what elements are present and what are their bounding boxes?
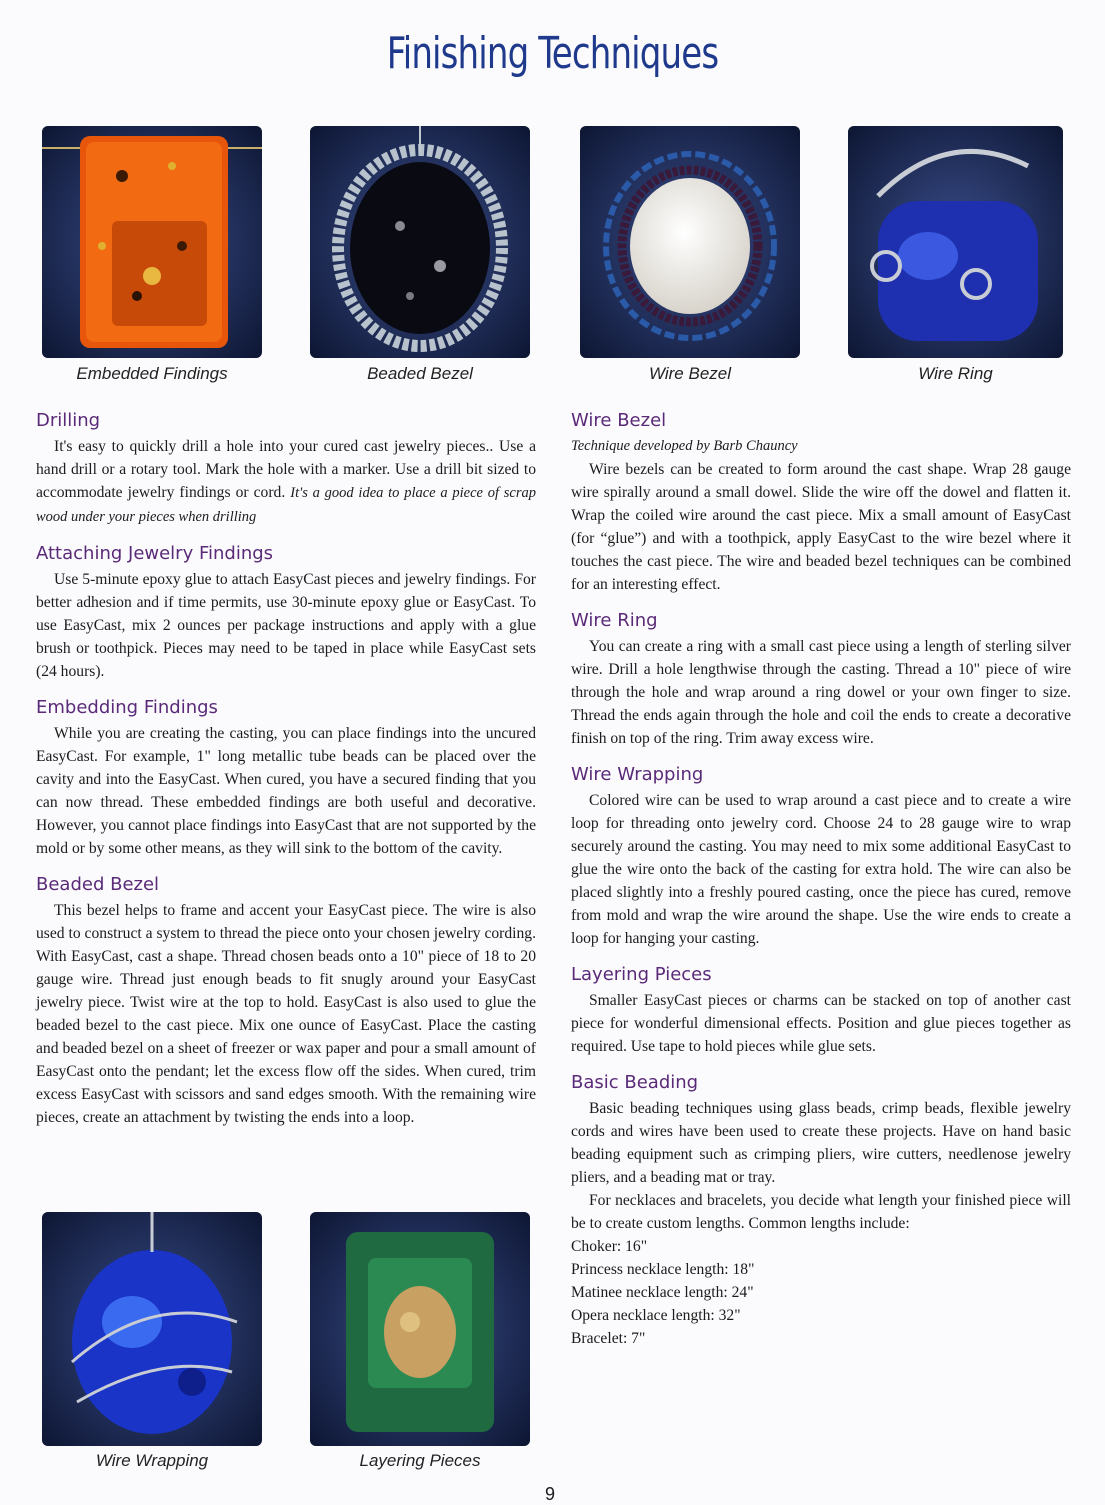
embedding-text: While you are creating the casting, you can place findings into the uncured EasyCast. For example, 1" long metallic tube beads can be placed over the cavity and into the EasyCast. When cured, you have a secured finding that you can now thread. These embedded findings are both useful and decorative. However, you cannot place findings into EasyCast that are not supported by the mold or by some other means, as they will sink to the bottom of the cavity. xyxy=(36,725,536,857)
section-wire-bezel xyxy=(571,410,1071,596)
section-attaching xyxy=(36,543,536,683)
attaching-text: Use 5-minute epoxy glue to attach EasyCast pieces and jewelry findings. For better adhesion and if time permits, use 30-minute epoxy glue or EasyCast. To use EasyCast, mix 2 ounces per package instructions and apply with a glue brush or toothpick. Pieces may need to be taped in place while EasyCast sets (24 hours). xyxy=(36,571,536,680)
page-number: 9 xyxy=(545,1484,556,1504)
caption-embedded-findings: Embedded Findings xyxy=(76,364,228,383)
length-item: Bracelet: 7" xyxy=(571,1330,646,1347)
section-layering xyxy=(571,964,1071,1058)
layering-text: Smaller EasyCast pieces or charms can be stacked on top of another cast piece for wonderful dimensional effects. Position and glue pieces together as required. Use tape to hold pieces while glue sets. xyxy=(571,992,1071,1055)
heading-wire-wrapping: Wire Wrapping xyxy=(571,764,704,785)
wire-wrapping-photo xyxy=(42,1212,262,1446)
beaded-bezel-text: This bezel helps to frame and accent your EasyCast piece. The wire is also used to construct a system to thread the piece onto your chosen jewelry cording. With EasyCast, cast a shape. Thread chosen beads onto a 10" piece of 18 to 20 gauge wire. Thread just enough beads to fit snugly around your EasyCast jewelry piece. Twist wire at the top to hold. EasyCast is also used to glue the beaded bezel to the cast piece. Mix one ounce of EasyCast. Place the casting and beaded bezel on a sheet of freezer or wax paper and pour a small amount of EasyCast onto the pendant; let the excess flow off the sides. When cured, trim excess EasyCast with scissors and sand edges smooth. With the remaining wire pieces, create an attachment by twisting the ends into a loop. xyxy=(36,902,536,1126)
heading-embedding: Embedding Findings xyxy=(36,697,218,718)
right-column xyxy=(571,410,1071,1364)
wire-bezel-photo xyxy=(580,126,800,358)
caption-beaded-bezel: Beaded Bezel xyxy=(367,364,473,383)
embedded-findings-photo xyxy=(42,126,262,358)
length-item: Choker: 16" xyxy=(571,1238,648,1255)
beaded-bezel-photo xyxy=(310,126,530,358)
length-item: Matinee necklace length: 24" xyxy=(571,1284,754,1301)
wire-ring-image xyxy=(848,126,1063,358)
basic-beading-text: Basic beading techniques using glass beads, crimp beads, flexible jewelry cords and wires have been used to create these projects. Have on hand basic beading equipment such as crimping pliers, wire cutters, needlenose jewelry pliers, and a beading mat or tray. xyxy=(571,1100,1071,1186)
left-column xyxy=(36,410,536,1143)
heading-drilling: Drilling xyxy=(36,410,101,431)
section-drilling xyxy=(36,410,536,529)
caption-wire-bezel: Wire Bezel xyxy=(648,364,732,383)
wire-bezel-text: Wire bezels can be created to form around the cast shape. Wrap 28 gauge wire spirally around a small dowel. Slide the wire off the dowel and flatten it. Wrap the coiled wire around the cast piece. Mix a small amount of EasyCast (for “glue”) and with a toothpick, apply EasyCast to the wire bezel where it touches the cast piece. The wire and beaded bezel techniques can be combined for an interesting effect. xyxy=(571,461,1071,593)
wire-wrapping-text: Colored wire can be used to wrap around a cast piece and to create a wire loop for threading onto jewelry cord. Choose 24 to 28 gauge wire to wrap securely around the casting. You may need to mix some additional EasyCast to glue the wire onto the back of the casting for extra hold. The wire can also be placed slightly into a freshly poured casting, once the piece has cured, remove from mold and wrap the wire around the shape. Use the wire ends to create a loop for hanging your casting. xyxy=(571,792,1071,947)
wire-ring-text: You can create a ring with a small cast piece using a length of sterling silver wire. Drill a hole lengthwise through the casting. Thread a 10" piece of wire through the hole and wrap around a ring dowel or your own finger to size. Thread the ends again through the hole and coil the ends to create a decorative finish on top of the ring. Trim away excess wire. xyxy=(571,638,1071,747)
wire-bezel-image xyxy=(580,126,800,358)
embedded-findings-image xyxy=(42,126,262,358)
heading-wire-ring: Wire Ring xyxy=(571,610,658,631)
wire-wrapping-image xyxy=(42,1212,262,1446)
drilling-body: It's easy to quickly drill a hole into your cured cast jewelry pieces.. Use a hand drill or a rotary tool. Mark the hole with a marker. Use a drill bit sized to accommodate jewelry findings or cord. xyxy=(36,438,536,501)
section-basic-beading xyxy=(571,1072,1071,1350)
lengths-list xyxy=(571,1235,1071,1350)
length-item: Princess necklace length: 18" xyxy=(571,1261,755,1278)
caption-wire-ring: Wire Ring xyxy=(918,364,993,383)
page-title: Finishing Techniques xyxy=(386,28,719,79)
wire-ring-photo xyxy=(848,126,1063,358)
heading-layering: Layering Pieces xyxy=(571,964,712,985)
drilling-text xyxy=(36,435,536,529)
section-embedding xyxy=(36,697,536,860)
section-beaded-bezel xyxy=(36,874,536,1129)
caption-layering-pieces: Layering Pieces xyxy=(359,1451,481,1470)
beaded-bezel-image xyxy=(310,126,530,358)
drilling-tip: It's a good idea to place a piece of scrap wood under your pieces when drilling xyxy=(36,485,536,525)
heading-basic-beading: Basic Beading xyxy=(571,1072,699,1093)
basic-beading-text-2: For necklaces and bracelets, you decide what length your finished piece will be to create custom lengths. Common lengths include: xyxy=(571,1192,1071,1232)
layering-pieces-image xyxy=(310,1212,530,1446)
layering-pieces-photo xyxy=(310,1212,530,1446)
section-wire-ring xyxy=(571,610,1071,750)
caption-wire-wrapping: Wire Wrapping xyxy=(95,1451,209,1470)
heading-attaching: Attaching Jewelry Findings xyxy=(36,543,274,564)
wire-bezel-credit: Technique developed by Barb Chauncy xyxy=(571,438,798,454)
heading-wire-bezel: Wire Bezel xyxy=(571,410,667,431)
length-item: Opera necklace length: 32" xyxy=(571,1307,741,1324)
section-wire-wrapping xyxy=(571,764,1071,950)
heading-beaded-bezel: Beaded Bezel xyxy=(36,874,160,895)
